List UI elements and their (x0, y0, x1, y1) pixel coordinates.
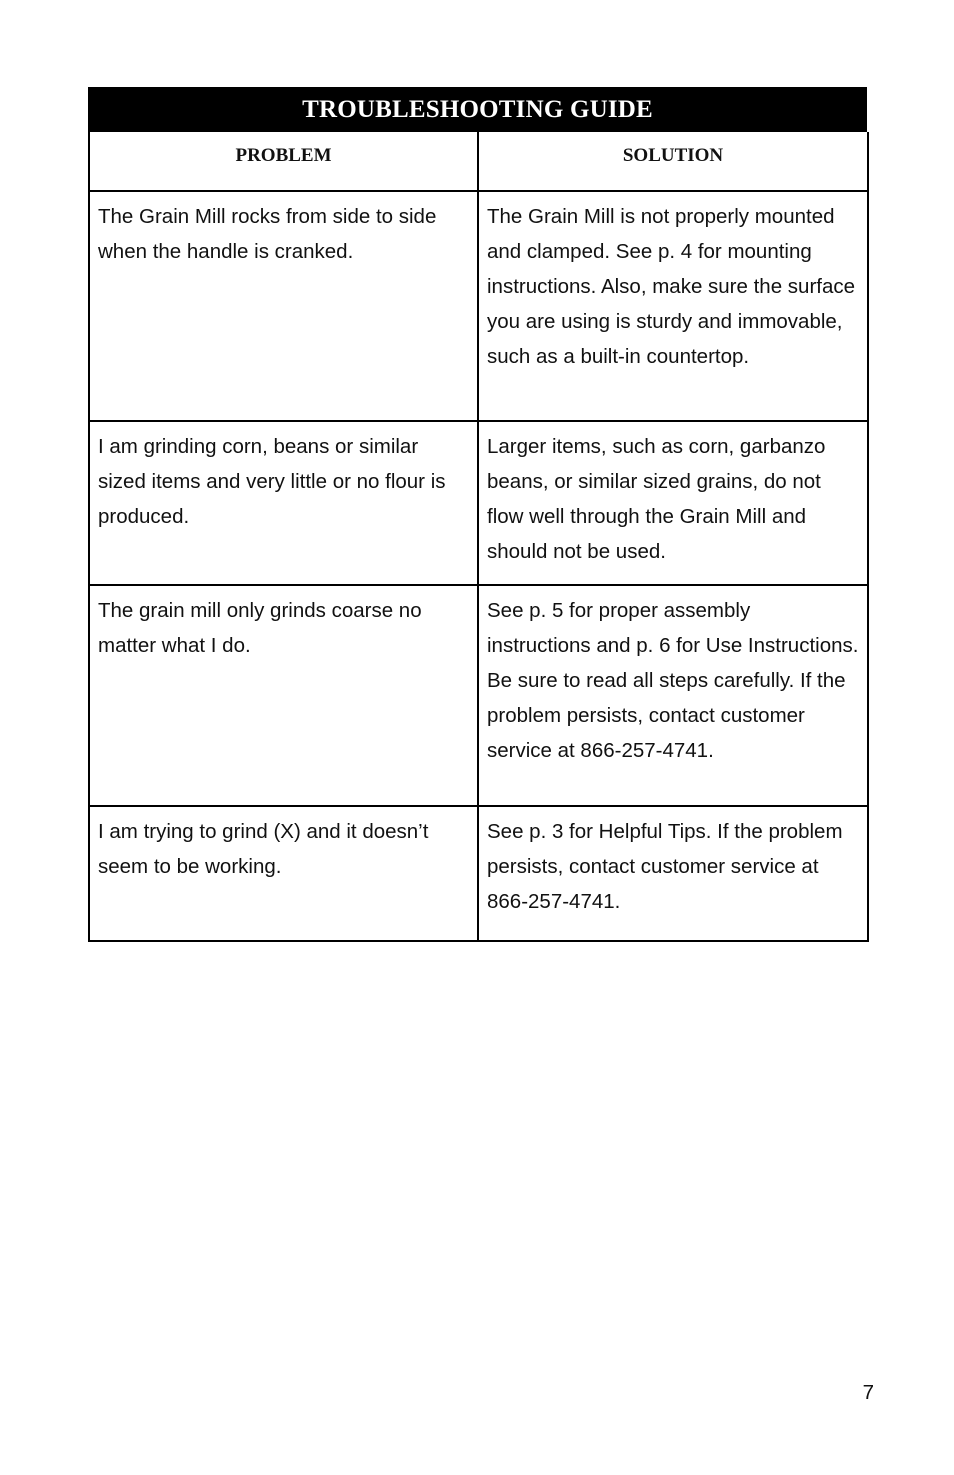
table-row (89, 421, 868, 585)
table-row (89, 191, 868, 421)
problem-cell: I am trying to grind (X) and it doesn’t seem to be working. (89, 806, 478, 941)
troubleshooting-guide (88, 87, 867, 942)
solution-column-header: SOLUTION (478, 132, 868, 191)
solution-cell: See p. 3 for Helpful Tips. If the problem persists, contact customer service at 866-257-4741. (478, 806, 868, 941)
table-header-row (89, 132, 868, 191)
solution-cell: Larger items, such as corn, garbanzo beans, or similar sized grains, do not flow well through the Grain Mill and should not be used. (478, 421, 868, 585)
solution-cell: The Grain Mill is not properly mounted and clamped. See p. 4 for mounting instructions. Also, make sure the surface you are using is sturdy and immovable, such as a built-in countertop. (478, 191, 868, 421)
solution-cell: See p. 5 for proper assembly instructions and p. 6 for Use Instructions. Be sure to read all steps carefully. If the problem persists, contact customer service at 866-257-4741. (478, 585, 868, 806)
table-row (89, 585, 868, 806)
guide-title: TROUBLESHOOTING GUIDE (88, 87, 867, 132)
table-row (89, 806, 868, 941)
troubleshooting-table (88, 132, 869, 942)
problem-cell: The grain mill only grinds coarse no matter what I do. (89, 585, 478, 806)
problem-column-header: PROBLEM (89, 132, 478, 191)
page-number: 7 (862, 1381, 874, 1404)
problem-cell: I am grinding corn, beans or similar sized items and very little or no flour is produced. (89, 421, 478, 585)
problem-cell: The Grain Mill rocks from side to side when the handle is cranked. (89, 191, 478, 421)
